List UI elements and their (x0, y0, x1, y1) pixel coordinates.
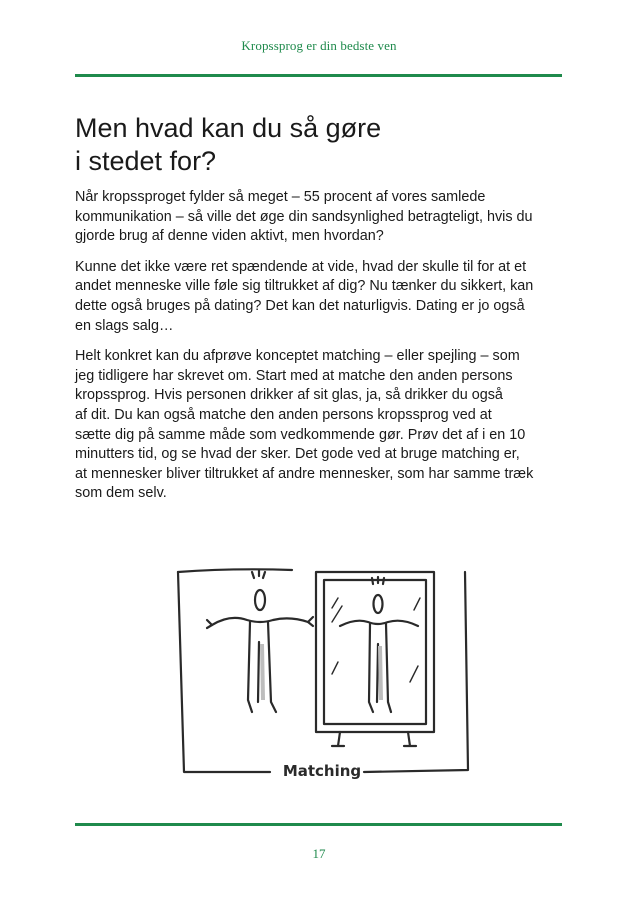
text-line: andet menneske ville føle sig tiltrukket af dig? Nu tænker du sikkert, kan (75, 278, 534, 295)
text-line: gjorde brug af denne viden aktivt, men hvordan? (75, 228, 384, 245)
text-line: kropssprog. Hvis personen drikker af sit glas, ja, så drikker du også (75, 387, 503, 404)
matching-sketch (172, 562, 472, 788)
text-line: jeg tidligere har skrevet om. Start med at matche den anden persons (75, 367, 513, 384)
text-line: af dit. Du kan også matche den anden persons kropssprog ved at (75, 406, 492, 423)
paragraph (75, 188, 567, 247)
paragraph (75, 347, 567, 504)
matching-illustration (172, 562, 472, 788)
illustration-caption: Matching (282, 762, 362, 780)
text-line: Helt konkret kan du afprøve konceptet matching – eller spejling – som (75, 348, 520, 365)
frame-left (178, 572, 270, 772)
paragraph (75, 258, 567, 336)
mirror-inner (324, 580, 426, 724)
bottom-rule (75, 823, 562, 826)
text-line: kommunikation – så ville det øge din sandsynlighed betragteligt, hvis du (75, 208, 533, 225)
text-line: Når kropssproget fylder så meget – 55 procent af vores samlede (75, 189, 486, 205)
running-header: Kropssprog er din bedste ven (241, 38, 397, 53)
text-line: minutters tid, og se hvad der sker. Det gode ved at bruge matching er, (75, 446, 520, 463)
heading-line: Men hvad kan du så gøre (75, 113, 382, 143)
body-text (75, 188, 567, 515)
frame-top-left (178, 569, 292, 572)
top-rule (75, 74, 562, 77)
page-number: 17 (312, 846, 326, 861)
text-line: dette også bruges på dating? Det kan det naturligvis. Dating er jo også (75, 297, 525, 314)
section-heading (75, 112, 562, 178)
text-line: en slags salg… (75, 317, 174, 334)
heading-line: i stedet for? (75, 146, 217, 176)
text-line: som dem selv. (75, 485, 167, 502)
text-line: at mennesker bliver tiltrukket af andre mennesker, som har samme træk (75, 465, 534, 482)
text-line: Kunne det ikke være ret spændende at vide, hvad der skulle til for at et (75, 258, 527, 275)
text-line: sætte dig på samme måde som vedkommende gør. Prøv det af i en 10 (75, 426, 526, 443)
